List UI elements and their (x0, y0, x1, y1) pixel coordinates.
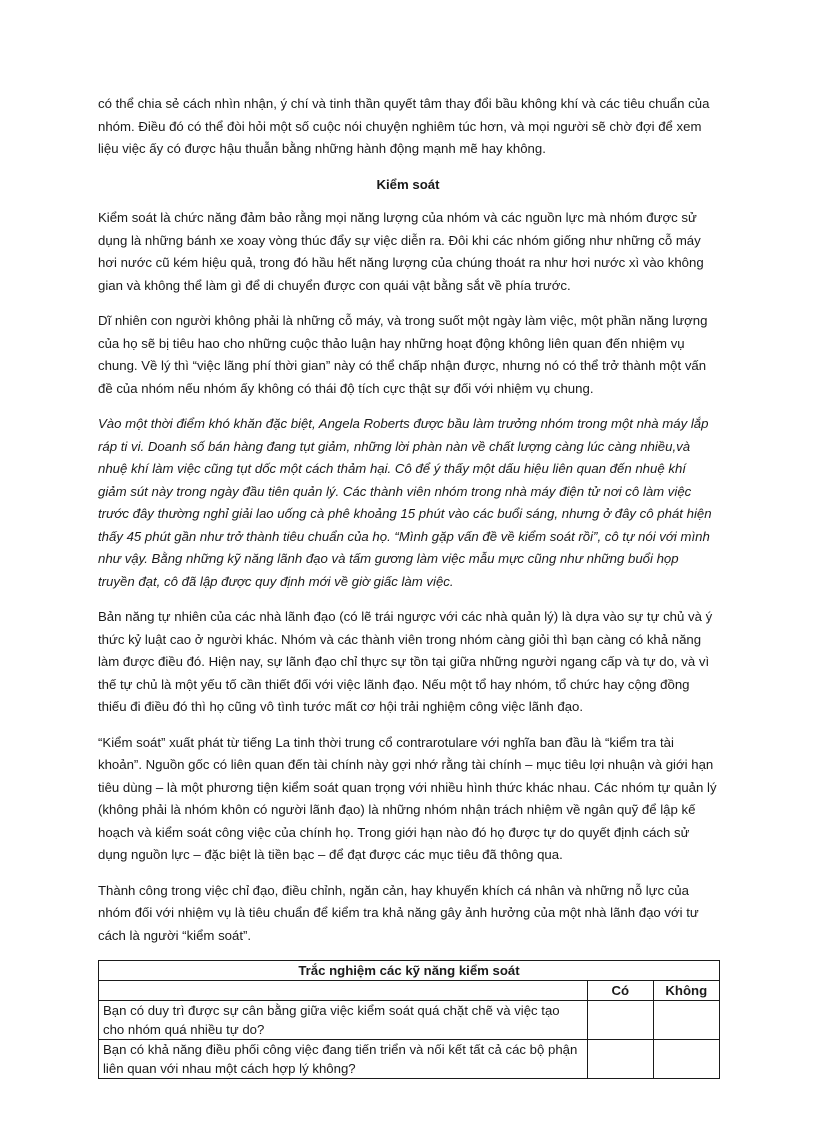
document-page (98, 93, 718, 1079)
quiz-question: Bạn có duy trì được sự cân bằng giữa việc kiểm soát quá chặt chẽ và việc tạo cho nhóm quá nhiều tự do? (99, 1001, 588, 1040)
quiz-title: Trắc nghiệm các kỹ năng kiểm soát (99, 961, 720, 981)
quiz-table (98, 960, 720, 1079)
paragraph-time-waste: Dĩ nhiên con người không phải là những cỗ máy, và trong suốt một ngày làm việc, một phần năng lượng của họ sẽ bị tiêu hao cho những cuộc thảo luận hay những hoạt động không liên quan đến nhiệm vụ chung. Về lý thì “việc lãng phí thời gian” này có thể chấp nhận được, nhưng nó có thể trở thành một vấn đề của nhóm nếu nhóm ấy không có thái độ tích cực thật sự đối với nhiệm vụ chung. (98, 313, 708, 396)
header-yes: Có (588, 981, 654, 1001)
paragraph-intro: có thể chia sẻ cách nhìn nhận, ý chí và tinh thần quyết tâm thay đổi bầu không khí và các tiêu chuẩn của nhóm. Điều đó có thể đòi hỏi một số cuộc nói chuyện nghiêm túc hơn, và mọi người sẽ chờ đợi để xem liệu việc ấy có được hậu thuẫn bằng những hành động mạnh mẽ hay không. (98, 96, 710, 156)
paragraph-control-definition: Kiểm soát là chức năng đảm bảo rằng mọi năng lượng của nhóm và các nguồn lực mà nhóm được sử dụng là những bánh xe xoay vòng thúc đẩy sự việc diễn ra. Đôi khi các nhóm giống như những cỗ máy hơi nước cũ kém hiệu quả, trong đó hầu hết năng lượng của chúng thoát ra như hơi nước xì vào không gian và không thể làm gì để di chuyển được con quái vật bằng sắt về phía trước. (98, 210, 704, 293)
paragraph-etymology: “Kiểm soát” xuất phát từ tiếng La tinh thời trung cổ contrarotulare với nghĩa ban đầu là “kiểm tra tài khoản”. Nguồn gốc có liên quan đến tài chính này gợi nhớ rằng tài chính – mục tiêu lợi nhuận và giới hạn tiêu dùng – là một phương tiện kiểm soát quan trọng với nhiều hình thức khác nhau. Các nhóm tự quản lý (không phải là nhóm khôn có người lãnh đạo) là những nhóm nhận trách nhiệm về ngân quỹ để lập kế hoạch và kiểm soát công việc của chính họ. Trong giới hạn nào đó họ được tự do quyết định cách sử dụng nguồn lực – đặc biệt là tiền bạc – để đạt được các mục tiêu đã thông qua. (98, 734, 717, 862)
answer-yes-cell[interactable] (588, 1001, 654, 1040)
quiz-header-row (99, 981, 720, 1001)
header-no: Không (653, 981, 719, 1001)
answer-yes-cell[interactable] (588, 1040, 654, 1079)
table-row (99, 1001, 720, 1040)
answer-no-cell[interactable] (653, 1040, 719, 1079)
header-question (99, 981, 588, 1001)
quiz-title-row (99, 961, 720, 981)
answer-no-cell[interactable] (653, 1001, 719, 1040)
table-row (99, 1040, 720, 1079)
paragraph-example-angela: Vào một thời điểm khó khăn đặc biệt, Angela Roberts được bầu làm trưởng nhóm trong một nhà máy lắp ráp ti vi. Doanh số bán hàng đang tụt giảm, những lời phàn nàn về chất lượng càng lúc càng nhiều,và nhuệ khí làm việc cũng tụt dốc một cách thảm hại. Cô để ý thấy một dấu hiệu liên quan đến nhuệ khí giảm sút này trong ngày đầu tiên quản lý. Các thành viên nhóm trong nhà máy điện tử nơi cô làm việc trước đây thường nghỉ giải lao uống cà phê khoảng 15 phút vào các buổi sáng, nhưng ở đây cô phát hiện thấy 45 phút gần như trở thành tiêu chuẩn của họ. “Mình gặp vấn đề về kiểm soát rồi”, cô tự nói với mình như vậy. Bằng những kỹ năng lãnh đạo và tấm gương làm việc mẫu mực cũng như những buổi họp truyền đạt, cô đã lập được quy định mới về giờ giấc làm việc. (98, 416, 712, 589)
quiz-question: Bạn có khả năng điều phối công việc đang tiến triển và nối kết tất cả các bộ phận liên quan với nhau một cách hợp lý không? (99, 1040, 588, 1079)
section-heading: Kiểm soát (376, 176, 440, 192)
paragraph-self-discipline: Bản năng tự nhiên của các nhà lãnh đạo (có lẽ trái ngược với các nhà quản lý) là dựa vào sự tự chủ và ý thức kỷ luật cao ở người khác. Nhóm và các thành viên trong nhóm càng giỏi thì bạn càng có khả năng làm được điều đó. Hiện nay, sự lãnh đạo chỉ thực sự tồn tại giữa những người ngang cấp và tự do, và vì thế tự chủ là một yếu tố cần thiết đối với việc lãnh đạo. Nếu một tổ hay nhóm, tổ chức hay cộng đồng thiếu đi điều đó thì họ cũng vô tình tước mất cơ hội trải nghiệm công việc lãnh đạo. (98, 609, 713, 714)
paragraph-success-criteria: Thành công trong việc chỉ đạo, điều chỉnh, ngăn cản, hay khuyến khích cá nhân và những nỗ lực của nhóm đối với nhiệm vụ là tiêu chuẩn để kiểm tra khả năng gây ảnh hưởng của một nhà lãnh đạo với tư cách là người “kiểm soát”. (98, 882, 699, 943)
